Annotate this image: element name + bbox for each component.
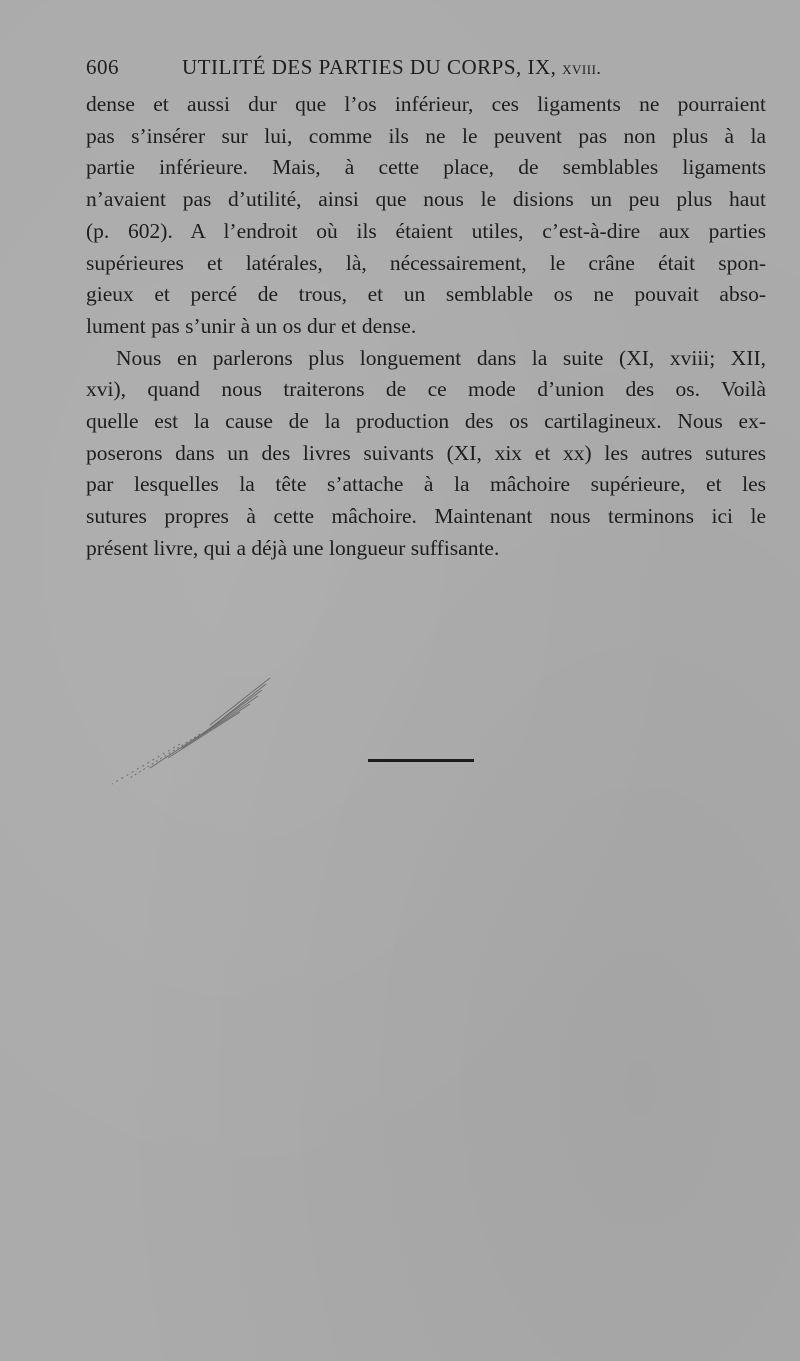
text-line: pas s’insérer sur lui, comme ils ne le peuvent pas non plus à la — [86, 123, 766, 148]
text-line: Nous en parlerons plus longuement dans la suite (XI, xviii; XII, — [116, 345, 766, 370]
text-line: lument pas s’unir à un os dur et dense. — [86, 313, 417, 338]
ink-smudge — [90, 670, 290, 790]
text-line: xvi), quand nous traiterons de ce mode d’union des os. Voilà — [86, 377, 766, 402]
text-line: (p. 602). A l’endroit où ils étaient utiles, c’est-à-dire aux parties — [86, 218, 766, 243]
text-line: gieux et percé de trous, et un semblable os ne pouvait abso- — [86, 282, 766, 307]
chapter-number: xviii. — [562, 58, 602, 78]
paragraph-1 — [86, 89, 766, 343]
text-line: supérieures et latérales, là, nécessairement, le crâne était spon- — [86, 250, 766, 275]
text-line: sutures propres à cette mâchoire. Maintenant nous terminons ici le — [86, 504, 766, 529]
body-text — [86, 89, 766, 565]
text-line: partie inférieure. Mais, à cette place, de semblables ligaments — [86, 155, 766, 180]
text-line: présent livre, qui a déjà une longueur suffisante. — [86, 535, 500, 560]
page-number: 606 — [86, 55, 119, 79]
text-line: n’avaient pas d’utilité, ainsi que nous le disions un peu plus haut — [86, 187, 766, 212]
text-line: par lesquelles la tête s’attache à la mâchoire supérieure, et les — [86, 472, 766, 497]
text-line: dense et aussi dur que l’os inférieur, ces ligaments ne pourraient — [86, 92, 766, 116]
text-line: quelle est la cause de la production des os cartilagineux. Nous ex- — [86, 409, 766, 434]
paragraph-2 — [86, 343, 766, 565]
running-title — [182, 55, 601, 80]
text-line: poserons dans un des livres suivants (XI, xix et xx) les autres sutures — [86, 440, 766, 465]
running-title-text: UTILITÉ DES PARTIES DU CORPS, IX, — [182, 55, 557, 79]
section-end-rule — [368, 759, 474, 762]
running-head — [86, 55, 686, 85]
